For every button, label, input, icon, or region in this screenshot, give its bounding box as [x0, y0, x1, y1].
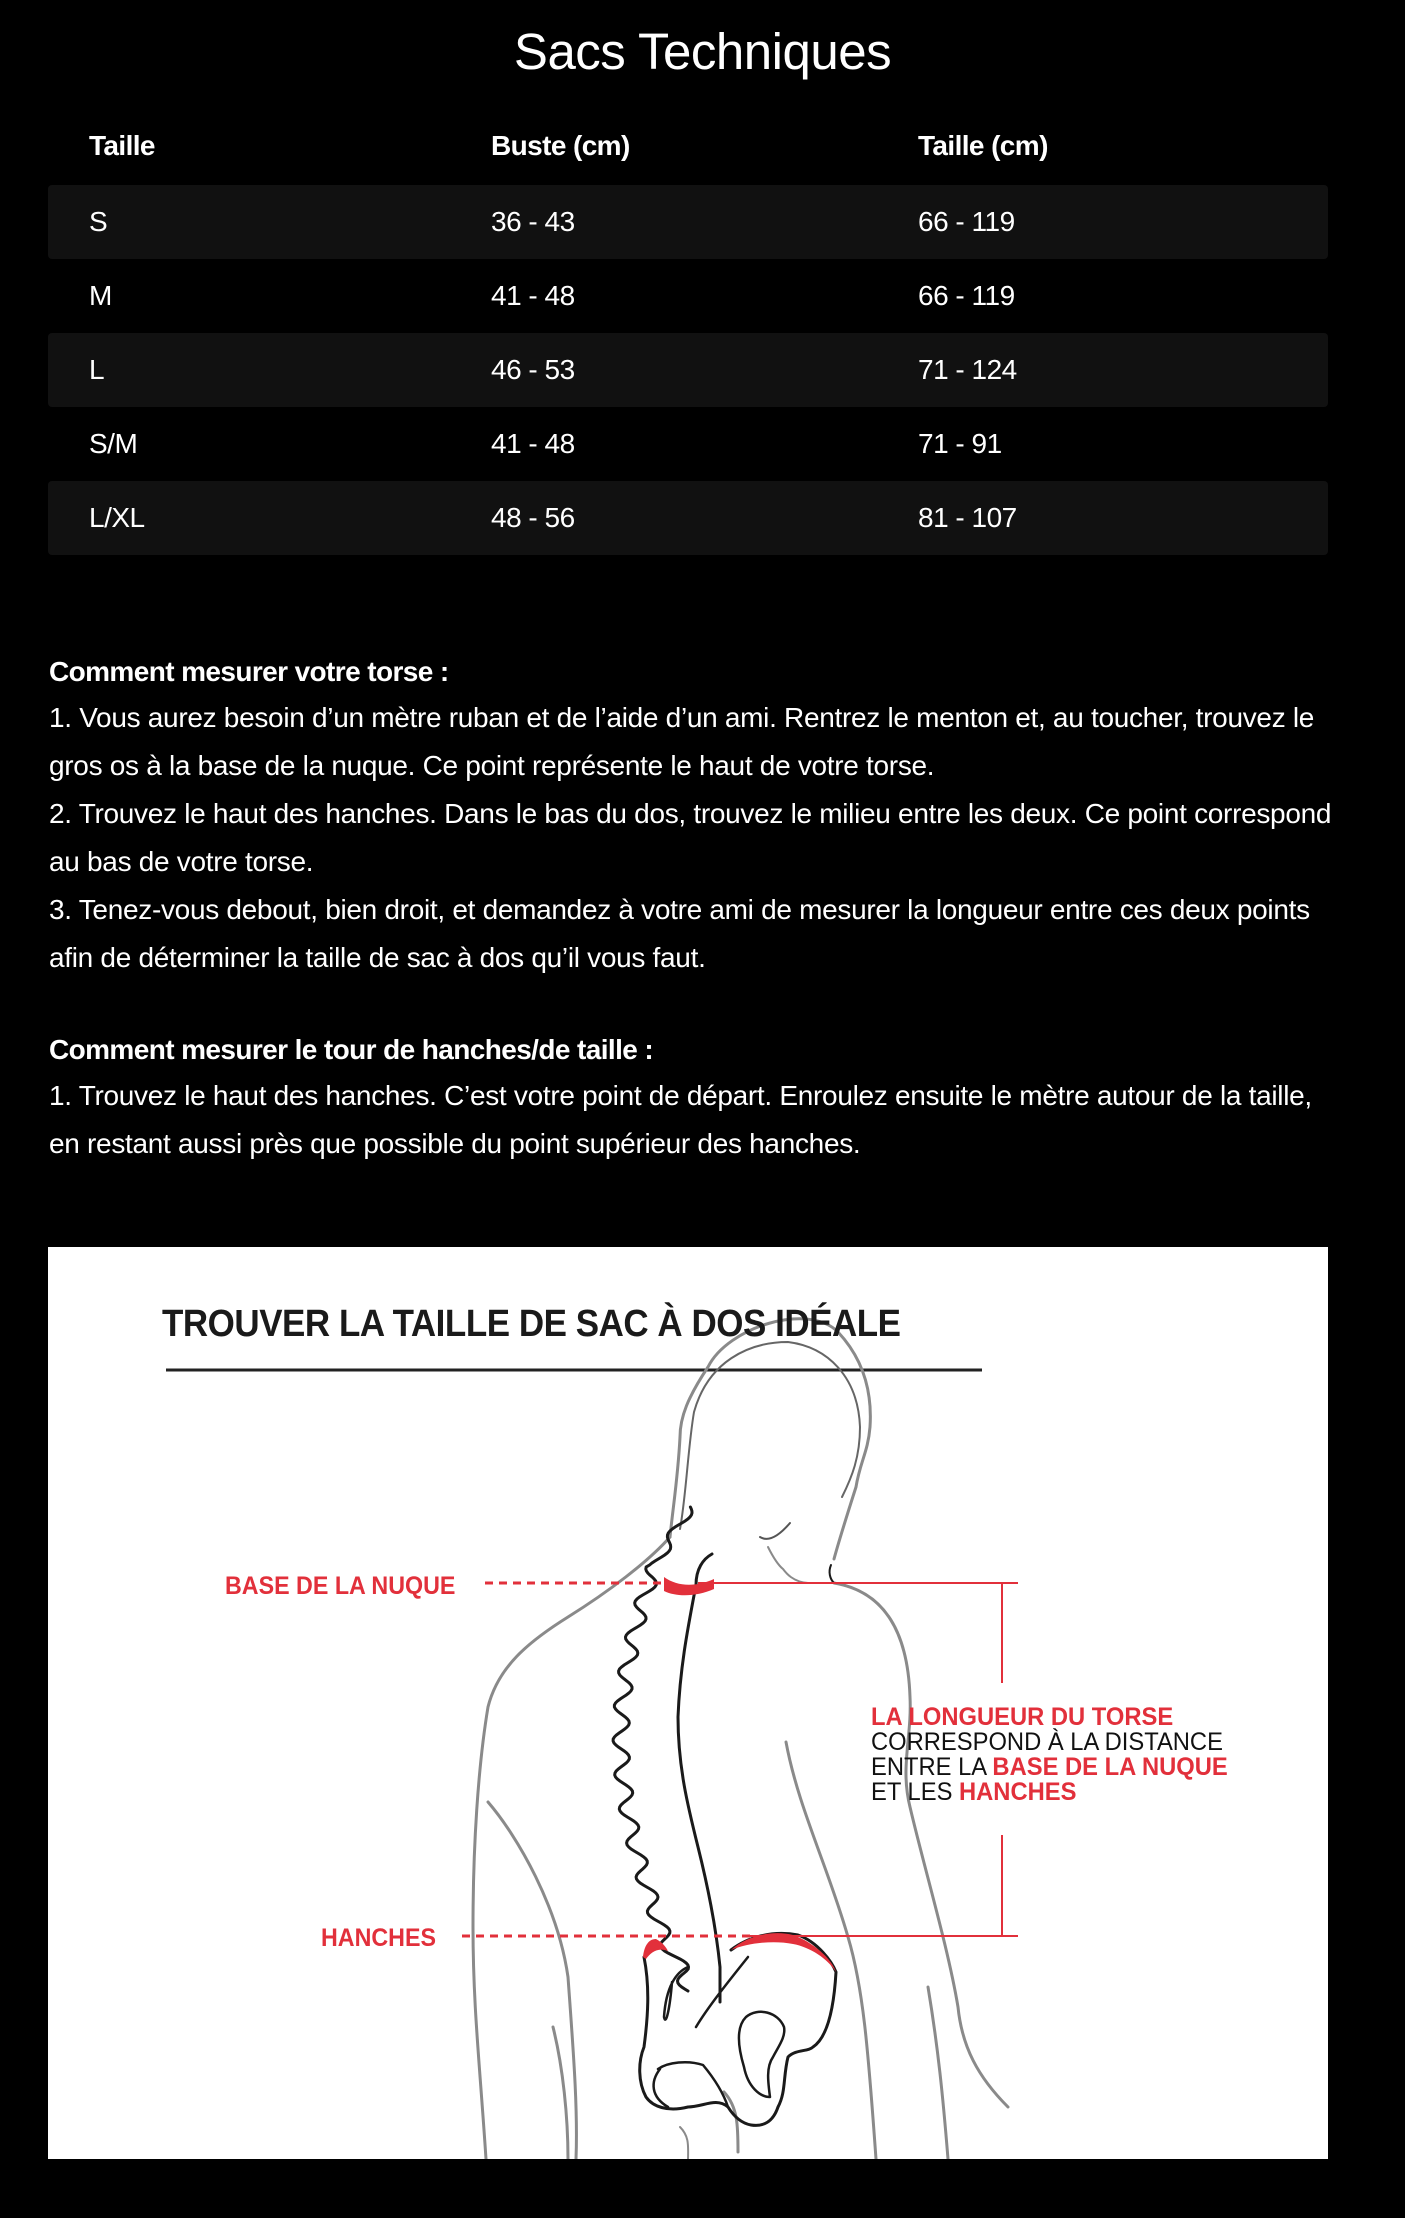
cell-waist: 81 - 107 [918, 502, 1017, 533]
torso-length-note [871, 1705, 1228, 1805]
cell-size: L [89, 354, 105, 385]
page-title: Sacs Techniques [513, 23, 892, 80]
cell-waist: 66 - 119 [918, 280, 1015, 311]
cell-bust: 36 - 43 [491, 206, 575, 237]
table-row [48, 259, 1328, 333]
cell-bust: 41 - 48 [491, 428, 575, 459]
nuque-marker [664, 1577, 714, 1595]
note-line-4b: HANCHES [959, 1778, 1077, 1806]
right-hip-crest [731, 1933, 836, 1972]
column-header-bust: Buste (cm) [491, 130, 630, 161]
table-row [48, 481, 1328, 555]
note-line-3a: ENTRE LA [871, 1753, 993, 1781]
measurement-instructions [49, 650, 1349, 1168]
column-header-waist: Taille (cm) [918, 130, 1048, 161]
cell-size: S [89, 206, 108, 237]
label-base-nuque: BASE DE LA NUQUE [225, 1572, 456, 1600]
label-hanches: HANCHES [321, 1924, 436, 1952]
table-header-row [48, 120, 1328, 185]
torso-step-3: 3. Tenez-vous debout, bien droit, et demandez à votre ami de mesurer la longueur entre ces deux points afin de déterminer la taille de sac à dos qu’il vous faut. [49, 894, 1310, 973]
cell-bust: 41 - 48 [491, 280, 575, 311]
cell-waist: 71 - 124 [918, 354, 1017, 385]
note-line-2: CORRESPOND À LA DISTANCE [871, 1728, 1223, 1756]
cell-waist: 71 - 91 [918, 428, 1002, 459]
head-outline [670, 1319, 870, 1559]
torso-heading: Comment mesurer votre torse : [49, 656, 449, 687]
column-header-size: Taille [89, 130, 155, 161]
illustration-title: TROUVER LA TAILLE DE SAC À DOS IDÉALE [162, 1303, 901, 1345]
obturator-foramen [739, 2012, 784, 2097]
left-hip-crest [643, 1939, 668, 1959]
hip-bone-outline [640, 1933, 836, 2125]
table-row [48, 333, 1328, 407]
torso-step-1: 1. Vous aurez besoin d’un mètre ruban et de l’aide d’un ami. Rentrez le menton et, au toucher, trouvez le gros os à la base de la nuque. Ce point représente le haut de votre torse. [49, 702, 1315, 781]
note-line-1: LA LONGUEUR DU TORSE [871, 1703, 1174, 1731]
cell-bust: 46 - 53 [491, 354, 575, 385]
size-chart-table [48, 120, 1328, 555]
note-line-3b: BASE DE LA NUQUE [992, 1753, 1228, 1781]
table-row [48, 185, 1328, 259]
note-line-4a: ET LES [871, 1778, 960, 1806]
right-back-outline [834, 1583, 1008, 2107]
cell-bust: 48 - 56 [491, 502, 575, 533]
cell-size: S/M [89, 428, 138, 459]
torso-length-illustration [48, 1247, 1328, 2159]
cell-waist: 66 - 119 [918, 206, 1015, 237]
hips-step-1: 1. Trouvez le haut des hanches. C’est votre point de départ. Enroulez ensuite le mètre autour de la taille, en restant aussi près que possible du point supérieur des hanches. [49, 1080, 1312, 1159]
hips-heading: Comment mesurer le tour de hanches/de taille : [49, 1034, 654, 1065]
cell-size: L/XL [89, 502, 145, 533]
spine-front-line [678, 1554, 720, 2002]
section-spacer [49, 982, 1349, 1028]
torso-step-2: 2. Trouvez le haut des hanches. Dans le bas du dos, trouvez le milieu entre les deux. Ce point correspond au bas de votre torse. [49, 798, 1332, 877]
table-row [48, 407, 1328, 481]
cell-size: M [89, 280, 112, 311]
